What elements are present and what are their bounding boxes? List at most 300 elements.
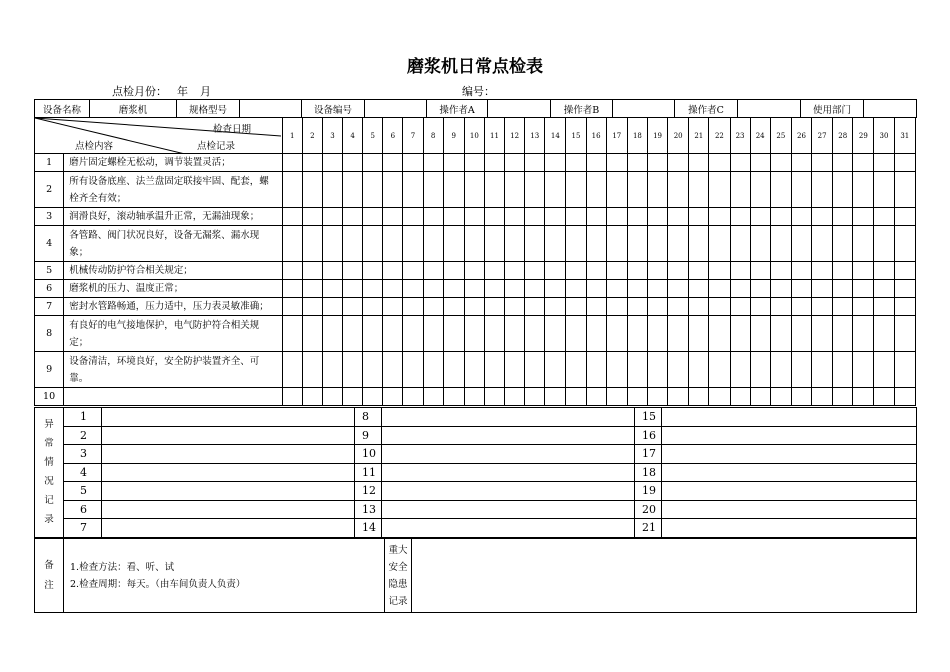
check-cell[interactable] <box>302 208 322 226</box>
abnormal-value[interactable] <box>662 519 917 538</box>
check-cell[interactable] <box>403 388 423 406</box>
check-cell[interactable] <box>464 226 484 262</box>
check-cell[interactable] <box>566 154 586 172</box>
check-cell[interactable] <box>750 280 770 298</box>
check-cell[interactable] <box>647 388 667 406</box>
check-cell[interactable] <box>606 316 627 352</box>
check-cell[interactable] <box>363 172 383 208</box>
check-cell[interactable] <box>627 172 647 208</box>
check-cell[interactable] <box>505 262 525 280</box>
abnormal-value[interactable] <box>382 408 635 427</box>
check-cell[interactable] <box>302 280 322 298</box>
check-cell[interactable] <box>647 208 667 226</box>
check-cell[interactable] <box>770 172 791 208</box>
check-cell[interactable] <box>791 154 811 172</box>
check-cell[interactable] <box>525 280 545 298</box>
check-cell[interactable] <box>853 280 874 298</box>
check-cell[interactable] <box>606 280 627 298</box>
check-cell[interactable] <box>423 226 443 262</box>
check-cell[interactable] <box>894 226 915 262</box>
check-cell[interactable] <box>343 172 363 208</box>
check-cell[interactable] <box>343 154 363 172</box>
check-cell[interactable] <box>791 316 811 352</box>
check-cell[interactable] <box>894 280 915 298</box>
check-cell[interactable] <box>484 352 504 388</box>
check-cell[interactable] <box>282 388 302 406</box>
check-cell[interactable] <box>464 208 484 226</box>
check-cell[interactable] <box>709 154 730 172</box>
check-cell[interactable] <box>586 316 606 352</box>
check-cell[interactable] <box>750 226 770 262</box>
check-cell[interactable] <box>770 298 791 316</box>
check-cell[interactable] <box>833 172 853 208</box>
check-cell[interactable] <box>853 172 874 208</box>
major-hazard-value[interactable] <box>412 539 917 613</box>
check-cell[interactable] <box>443 172 464 208</box>
check-cell[interactable] <box>874 262 894 280</box>
check-cell[interactable] <box>894 352 915 388</box>
check-cell[interactable] <box>322 298 342 316</box>
check-cell[interactable] <box>566 262 586 280</box>
check-cell[interactable] <box>484 208 504 226</box>
abnormal-value[interactable] <box>382 426 635 445</box>
operator-c-value[interactable] <box>738 100 801 118</box>
check-cell[interactable] <box>464 298 484 316</box>
check-cell[interactable] <box>730 208 750 226</box>
check-cell[interactable] <box>383 226 403 262</box>
abnormal-value[interactable] <box>662 482 917 501</box>
check-cell[interactable] <box>791 262 811 280</box>
abnormal-value[interactable] <box>662 463 917 482</box>
check-cell[interactable] <box>322 280 342 298</box>
check-cell[interactable] <box>606 172 627 208</box>
check-cell[interactable] <box>566 316 586 352</box>
check-cell[interactable] <box>505 316 525 352</box>
check-cell[interactable] <box>750 172 770 208</box>
check-cell[interactable] <box>689 280 709 298</box>
device-no-value[interactable] <box>365 100 427 118</box>
check-cell[interactable] <box>709 280 730 298</box>
check-cell[interactable] <box>484 316 504 352</box>
check-cell[interactable] <box>443 262 464 280</box>
check-cell[interactable] <box>403 298 423 316</box>
check-cell[interactable] <box>668 280 689 298</box>
check-cell[interactable] <box>545 316 566 352</box>
check-cell[interactable] <box>730 154 750 172</box>
check-cell[interactable] <box>484 280 504 298</box>
check-cell[interactable] <box>363 298 383 316</box>
check-cell[interactable] <box>874 388 894 406</box>
check-cell[interactable] <box>709 388 730 406</box>
check-cell[interactable] <box>833 298 853 316</box>
check-cell[interactable] <box>647 298 667 316</box>
check-cell[interactable] <box>812 172 833 208</box>
check-cell[interactable] <box>586 154 606 172</box>
check-cell[interactable] <box>894 154 915 172</box>
check-cell[interactable] <box>423 154 443 172</box>
check-cell[interactable] <box>505 388 525 406</box>
check-cell[interactable] <box>322 226 342 262</box>
check-cell[interactable] <box>322 352 342 388</box>
check-cell[interactable] <box>833 154 853 172</box>
check-cell[interactable] <box>606 262 627 280</box>
check-cell[interactable] <box>423 262 443 280</box>
operator-a-value[interactable] <box>488 100 551 118</box>
check-cell[interactable] <box>853 316 874 352</box>
check-cell[interactable] <box>423 352 443 388</box>
check-cell[interactable] <box>383 262 403 280</box>
check-cell[interactable] <box>709 208 730 226</box>
check-cell[interactable] <box>464 154 484 172</box>
check-cell[interactable] <box>363 226 383 262</box>
abnormal-value[interactable] <box>102 445 355 464</box>
check-cell[interactable] <box>606 298 627 316</box>
check-cell[interactable] <box>423 208 443 226</box>
check-cell[interactable] <box>689 172 709 208</box>
check-cell[interactable] <box>484 226 504 262</box>
check-cell[interactable] <box>322 388 342 406</box>
check-cell[interactable] <box>383 352 403 388</box>
check-cell[interactable] <box>894 208 915 226</box>
check-cell[interactable] <box>566 280 586 298</box>
check-cell[interactable] <box>443 154 464 172</box>
check-cell[interactable] <box>770 352 791 388</box>
check-cell[interactable] <box>606 154 627 172</box>
check-cell[interactable] <box>627 262 647 280</box>
check-cell[interactable] <box>302 298 322 316</box>
check-cell[interactable] <box>709 298 730 316</box>
check-cell[interactable] <box>484 172 504 208</box>
abnormal-value[interactable] <box>102 482 355 501</box>
check-cell[interactable] <box>627 226 647 262</box>
check-cell[interactable] <box>833 280 853 298</box>
check-cell[interactable] <box>730 172 750 208</box>
check-cell[interactable] <box>709 316 730 352</box>
abnormal-value[interactable] <box>382 482 635 501</box>
check-cell[interactable] <box>302 172 322 208</box>
check-cell[interactable] <box>464 172 484 208</box>
check-cell[interactable] <box>525 226 545 262</box>
check-cell[interactable] <box>545 172 566 208</box>
check-cell[interactable] <box>505 172 525 208</box>
check-cell[interactable] <box>363 154 383 172</box>
check-cell[interactable] <box>545 226 566 262</box>
check-cell[interactable] <box>627 352 647 388</box>
check-cell[interactable] <box>874 316 894 352</box>
check-cell[interactable] <box>812 316 833 352</box>
check-cell[interactable] <box>791 298 811 316</box>
check-cell[interactable] <box>853 208 874 226</box>
check-cell[interactable] <box>464 262 484 280</box>
check-cell[interactable] <box>484 154 504 172</box>
check-cell[interactable] <box>484 262 504 280</box>
check-cell[interactable] <box>894 298 915 316</box>
check-cell[interactable] <box>730 352 750 388</box>
check-cell[interactable] <box>647 262 667 280</box>
check-cell[interactable] <box>403 352 423 388</box>
check-cell[interactable] <box>586 280 606 298</box>
check-cell[interactable] <box>525 316 545 352</box>
check-cell[interactable] <box>443 388 464 406</box>
check-cell[interactable] <box>853 226 874 262</box>
check-cell[interactable] <box>750 154 770 172</box>
check-cell[interactable] <box>505 226 525 262</box>
check-cell[interactable] <box>853 352 874 388</box>
check-cell[interactable] <box>833 352 853 388</box>
check-cell[interactable] <box>668 388 689 406</box>
check-cell[interactable] <box>770 280 791 298</box>
abnormal-value[interactable] <box>662 408 917 427</box>
abnormal-value[interactable] <box>662 445 917 464</box>
check-cell[interactable] <box>668 316 689 352</box>
check-cell[interactable] <box>853 154 874 172</box>
check-cell[interactable] <box>894 262 915 280</box>
check-cell[interactable] <box>282 316 302 352</box>
check-cell[interactable] <box>363 208 383 226</box>
check-cell[interactable] <box>363 316 383 352</box>
check-cell[interactable] <box>525 208 545 226</box>
check-cell[interactable] <box>363 352 383 388</box>
check-cell[interactable] <box>282 352 302 388</box>
check-cell[interactable] <box>689 298 709 316</box>
check-cell[interactable] <box>833 262 853 280</box>
check-cell[interactable] <box>894 316 915 352</box>
abnormal-value[interactable] <box>382 463 635 482</box>
check-cell[interactable] <box>791 172 811 208</box>
check-cell[interactable] <box>545 388 566 406</box>
check-cell[interactable] <box>586 226 606 262</box>
check-cell[interactable] <box>505 208 525 226</box>
check-cell[interactable] <box>403 280 423 298</box>
check-cell[interactable] <box>423 172 443 208</box>
check-cell[interactable] <box>505 298 525 316</box>
check-cell[interactable] <box>302 262 322 280</box>
check-cell[interactable] <box>874 208 894 226</box>
check-cell[interactable] <box>383 154 403 172</box>
check-cell[interactable] <box>874 298 894 316</box>
check-cell[interactable] <box>730 298 750 316</box>
check-cell[interactable] <box>730 280 750 298</box>
check-cell[interactable] <box>383 172 403 208</box>
check-cell[interactable] <box>282 154 302 172</box>
check-cell[interactable] <box>423 388 443 406</box>
check-cell[interactable] <box>874 154 894 172</box>
check-cell[interactable] <box>383 280 403 298</box>
check-cell[interactable] <box>586 298 606 316</box>
check-cell[interactable] <box>566 172 586 208</box>
check-cell[interactable] <box>322 208 342 226</box>
check-cell[interactable] <box>668 208 689 226</box>
check-cell[interactable] <box>730 316 750 352</box>
check-cell[interactable] <box>566 226 586 262</box>
check-cell[interactable] <box>647 172 667 208</box>
check-cell[interactable] <box>853 298 874 316</box>
spec-value[interactable] <box>240 100 302 118</box>
check-cell[interactable] <box>545 154 566 172</box>
check-cell[interactable] <box>689 352 709 388</box>
check-cell[interactable] <box>874 172 894 208</box>
check-cell[interactable] <box>545 280 566 298</box>
check-cell[interactable] <box>343 352 363 388</box>
abnormal-value[interactable] <box>102 426 355 445</box>
check-cell[interactable] <box>770 262 791 280</box>
check-cell[interactable] <box>484 388 504 406</box>
check-cell[interactable] <box>894 388 915 406</box>
check-cell[interactable] <box>484 298 504 316</box>
check-cell[interactable] <box>363 388 383 406</box>
check-cell[interactable] <box>586 208 606 226</box>
check-cell[interactable] <box>833 316 853 352</box>
check-cell[interactable] <box>709 226 730 262</box>
check-cell[interactable] <box>770 154 791 172</box>
check-cell[interactable] <box>545 298 566 316</box>
check-cell[interactable] <box>812 298 833 316</box>
check-cell[interactable] <box>363 280 383 298</box>
check-cell[interactable] <box>343 226 363 262</box>
check-cell[interactable] <box>689 316 709 352</box>
check-cell[interactable] <box>606 208 627 226</box>
check-cell[interactable] <box>403 262 423 280</box>
abnormal-value[interactable] <box>382 500 635 519</box>
check-cell[interactable] <box>505 280 525 298</box>
check-cell[interactable] <box>750 262 770 280</box>
check-cell[interactable] <box>282 226 302 262</box>
check-cell[interactable] <box>627 280 647 298</box>
check-cell[interactable] <box>464 280 484 298</box>
check-cell[interactable] <box>282 172 302 208</box>
check-cell[interactable] <box>791 208 811 226</box>
check-cell[interactable] <box>545 352 566 388</box>
check-cell[interactable] <box>874 352 894 388</box>
check-cell[interactable] <box>302 226 322 262</box>
check-cell[interactable] <box>709 172 730 208</box>
check-cell[interactable] <box>668 262 689 280</box>
check-cell[interactable] <box>606 388 627 406</box>
check-cell[interactable] <box>383 316 403 352</box>
check-cell[interactable] <box>443 208 464 226</box>
check-cell[interactable] <box>627 298 647 316</box>
check-cell[interactable] <box>689 208 709 226</box>
check-cell[interactable] <box>282 298 302 316</box>
check-cell[interactable] <box>750 208 770 226</box>
check-cell[interactable] <box>689 154 709 172</box>
check-cell[interactable] <box>464 316 484 352</box>
check-cell[interactable] <box>689 262 709 280</box>
check-cell[interactable] <box>647 226 667 262</box>
check-cell[interactable] <box>668 154 689 172</box>
check-cell[interactable] <box>302 316 322 352</box>
check-cell[interactable] <box>791 352 811 388</box>
check-cell[interactable] <box>443 352 464 388</box>
check-cell[interactable] <box>464 388 484 406</box>
check-cell[interactable] <box>586 262 606 280</box>
check-cell[interactable] <box>282 262 302 280</box>
check-cell[interactable] <box>812 280 833 298</box>
check-cell[interactable] <box>812 262 833 280</box>
abnormal-value[interactable] <box>102 519 355 538</box>
check-cell[interactable] <box>647 280 667 298</box>
check-cell[interactable] <box>770 208 791 226</box>
check-cell[interactable] <box>627 388 647 406</box>
check-cell[interactable] <box>525 388 545 406</box>
check-cell[interactable] <box>505 352 525 388</box>
check-cell[interactable] <box>770 316 791 352</box>
abnormal-value[interactable] <box>662 426 917 445</box>
check-cell[interactable] <box>566 208 586 226</box>
check-cell[interactable] <box>343 280 363 298</box>
check-cell[interactable] <box>689 226 709 262</box>
check-cell[interactable] <box>464 352 484 388</box>
check-cell[interactable] <box>894 172 915 208</box>
check-cell[interactable] <box>403 208 423 226</box>
check-cell[interactable] <box>689 388 709 406</box>
check-cell[interactable] <box>812 154 833 172</box>
check-cell[interactable] <box>363 262 383 280</box>
check-cell[interactable] <box>833 208 853 226</box>
check-cell[interactable] <box>709 262 730 280</box>
check-cell[interactable] <box>627 154 647 172</box>
check-cell[interactable] <box>833 388 853 406</box>
check-cell[interactable] <box>545 208 566 226</box>
check-cell[interactable] <box>343 208 363 226</box>
check-cell[interactable] <box>606 352 627 388</box>
abnormal-value[interactable] <box>102 500 355 519</box>
abnormal-value[interactable] <box>102 463 355 482</box>
device-name-value[interactable]: 磨浆机 <box>90 100 177 118</box>
check-cell[interactable] <box>812 388 833 406</box>
check-cell[interactable] <box>525 154 545 172</box>
check-cell[interactable] <box>770 388 791 406</box>
check-cell[interactable] <box>668 172 689 208</box>
check-cell[interactable] <box>302 154 322 172</box>
check-cell[interactable] <box>566 388 586 406</box>
check-cell[interactable] <box>566 352 586 388</box>
check-cell[interactable] <box>730 226 750 262</box>
check-cell[interactable] <box>423 298 443 316</box>
check-cell[interactable] <box>443 226 464 262</box>
check-cell[interactable] <box>853 262 874 280</box>
check-cell[interactable] <box>791 280 811 298</box>
check-cell[interactable] <box>302 352 322 388</box>
check-cell[interactable] <box>403 316 423 352</box>
check-cell[interactable] <box>566 298 586 316</box>
check-cell[interactable] <box>812 226 833 262</box>
check-cell[interactable] <box>302 388 322 406</box>
check-cell[interactable] <box>668 298 689 316</box>
check-cell[interactable] <box>812 352 833 388</box>
check-cell[interactable] <box>791 226 811 262</box>
check-cell[interactable] <box>505 154 525 172</box>
check-cell[interactable] <box>383 208 403 226</box>
check-cell[interactable] <box>322 262 342 280</box>
check-cell[interactable] <box>586 172 606 208</box>
check-cell[interactable] <box>343 316 363 352</box>
check-cell[interactable] <box>443 298 464 316</box>
abnormal-value[interactable] <box>102 408 355 427</box>
check-cell[interactable] <box>423 316 443 352</box>
check-cell[interactable] <box>545 262 566 280</box>
check-cell[interactable] <box>668 226 689 262</box>
check-cell[interactable] <box>586 352 606 388</box>
check-cell[interactable] <box>791 388 811 406</box>
check-cell[interactable] <box>322 316 342 352</box>
dept-value[interactable] <box>864 100 917 118</box>
check-cell[interactable] <box>586 388 606 406</box>
abnormal-value[interactable] <box>662 500 917 519</box>
check-cell[interactable] <box>812 208 833 226</box>
check-cell[interactable] <box>750 316 770 352</box>
check-cell[interactable] <box>606 226 627 262</box>
